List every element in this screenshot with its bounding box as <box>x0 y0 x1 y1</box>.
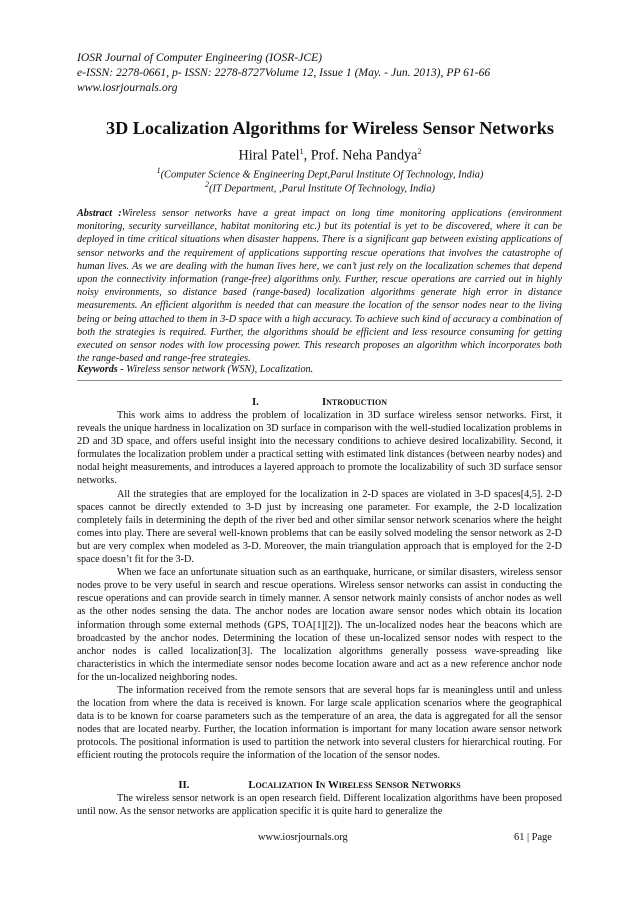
footer-url: www.iosrjournals.org <box>258 832 348 843</box>
affiliation-2-text: (IT Department, ,Parul Institute Of Technology, India) <box>209 183 435 195</box>
affiliation-2-mark: 2 <box>205 180 209 189</box>
affiliation-2 <box>60 178 580 195</box>
paper-title: 3D Localization Algorithms for Wireless Sensor Networks <box>106 118 554 138</box>
keywords <box>77 364 562 375</box>
author-1-affiliation-mark: 1 <box>299 147 304 156</box>
journal-header <box>77 50 577 95</box>
paragraph: The wireless sensor network is an open research field. Different localization algorithms have been proposed until now. As the sensor networks are application specific it is quite hard to generalize the <box>77 793 562 818</box>
footer-page-number: 61 | Page <box>514 832 552 843</box>
abstract-text: Wireless sensor networks have a great impact on long time monitoring applications (environment monitoring, security surveillance, habitat monitoring etc.) but its potential is yet to be discovered, where it can be deployed in time critical situations when disaster happens. There is a significant gap between existing applications of sensor networks and the requirement of applications supporting rescue operations that involves the catastrophe of human lives. As we are dealing with the human lives here, we can’t just rely on the localization schemes that depend upon the connectivity information (range-free) algorithms only. Further, rescue operations are carried out in highly noisy environments, so distance based (range-based) localization algorithms generate high error in distance measurements. An efficient algorithm is needed that can measure the location of the sensor nodes near to the living being or being attached to them in 3-D space with a high accuracy. To achieve such kind of accuracy a combination of both the strategies is required. Further, the algorithms should be efficient and less resource consuming for getting executed on sensor nodes with low processing power. This research proposes an algorithm which incorporates both the range-based and range-free strategies. <box>77 208 562 365</box>
abstract-label: Abstract : <box>77 208 122 219</box>
section-1-number: I. <box>251 396 259 408</box>
journal-website: www.iosrjournals.org <box>77 81 178 94</box>
author-name-2: Prof. Neha Pandya <box>310 147 418 164</box>
author-separator: , <box>303 147 311 164</box>
localization-body <box>77 792 562 818</box>
section-heading-introduction <box>77 396 562 408</box>
journal-name: IOSR Journal of Computer Engineering (IOSR-JCE) <box>77 51 323 64</box>
keywords-text: Wireless sensor network (WSN), Localization. <box>126 364 314 375</box>
paragraph: This work aims to address the problem of localization in 3D surface wireless sensor networks. First, it reveals the unique hardness in localization on 3D surface in comparison with the well-studied localization problems in 2D and 3D space, and offers useful insight into the necessary conditions to achieve desired localizability. Second, it formulates the localization problem under a practical setting with estimated link distances (between nearby nodes) and nodal height measurements, and introduces a layered approach to promote the localizability of such 3D surface sensor networks. <box>77 410 562 487</box>
abstract-divider <box>77 380 562 381</box>
introduction-body <box>77 409 562 763</box>
section-heading-localization <box>77 779 562 791</box>
keywords-label: Keywords - <box>77 364 127 375</box>
paragraph: The information received from the remote sensors that are several hops far is meaningless until and unless the location from where the data is received is known. For large scale application scenarios where the geographical data is to be known for coarse parameters such as the temperature of an area, the data is aggregated for all the sensor nodes that are located nearby. Further, the location information is important for many location aware sensor network protocols. The positional information is used to partition the network into several clusters for hierarchical routing. For efficient routing the protocols require the information of the location of the sensor nodes. <box>77 684 562 762</box>
paragraph: All the strategies that are employed for the localization in 2-D spaces are violated in 3-D spaces[4,5]. 2-D spaces cannot be directly extended to 3-D just by increasing one parameter. For example, the 2-D localization completely fails in determining the depth of the river bed and other similar sensor network scenarios where the height comes into play. There are several well-known problems that can be easily solved modeling the sensor network as 2-D but are very complex when modeled as 3-D. Moreover, the main triangulation approach that is employed for the 2-D space doesn’t fit for the 3-D. <box>77 488 562 566</box>
section-1-title: Introduction <box>321 396 388 408</box>
affiliation-1-text: (Computer Science & Engineering Dept,Parul Institute Of Technology, India) <box>160 169 484 181</box>
author-name-1: Hiral Patel <box>238 147 300 164</box>
author-2-affiliation-mark: 2 <box>417 147 422 156</box>
affiliation-1-mark: 1 <box>156 166 161 175</box>
paragraph: When we face an unfortunate situation such as an earthquake, hurricane, or similar disasters, wireless sensor nodes prove to be very useful in search and rescue operations. Wireless sensor networks can assist in conducting the rescue operations and can provide search in timely manner. A sensor network mainly consists of anchor nodes as well as the other nodes sensing the data. The anchor nodes are location aware sensor nodes which obtain its location information through some external methods (GPS, TOA[1][2]). The un-localized nodes hear the beacons which are broadcasted by the anchor nodes. Determining the location of these un-localized sensor nodes with respect to the anchor nodes is called localization[3]. The localization algorithms generally possess wave-spreading like characteristics in which the intermediate sensor nodes become location aware and act as a new reference anchor node for the un-localized neighboring nodes. <box>77 567 562 683</box>
author-line <box>60 147 600 165</box>
journal-issn: e-ISSN: 2278-0661, p- ISSN: 2278-8727Volume 12, Issue 1 (May. - Jun. 2013), PP 61-66 <box>77 66 491 79</box>
section-2-title: Localization In Wireless Sensor Networks <box>248 779 461 791</box>
abstract <box>77 207 562 365</box>
section-2-number: II. <box>178 779 190 791</box>
